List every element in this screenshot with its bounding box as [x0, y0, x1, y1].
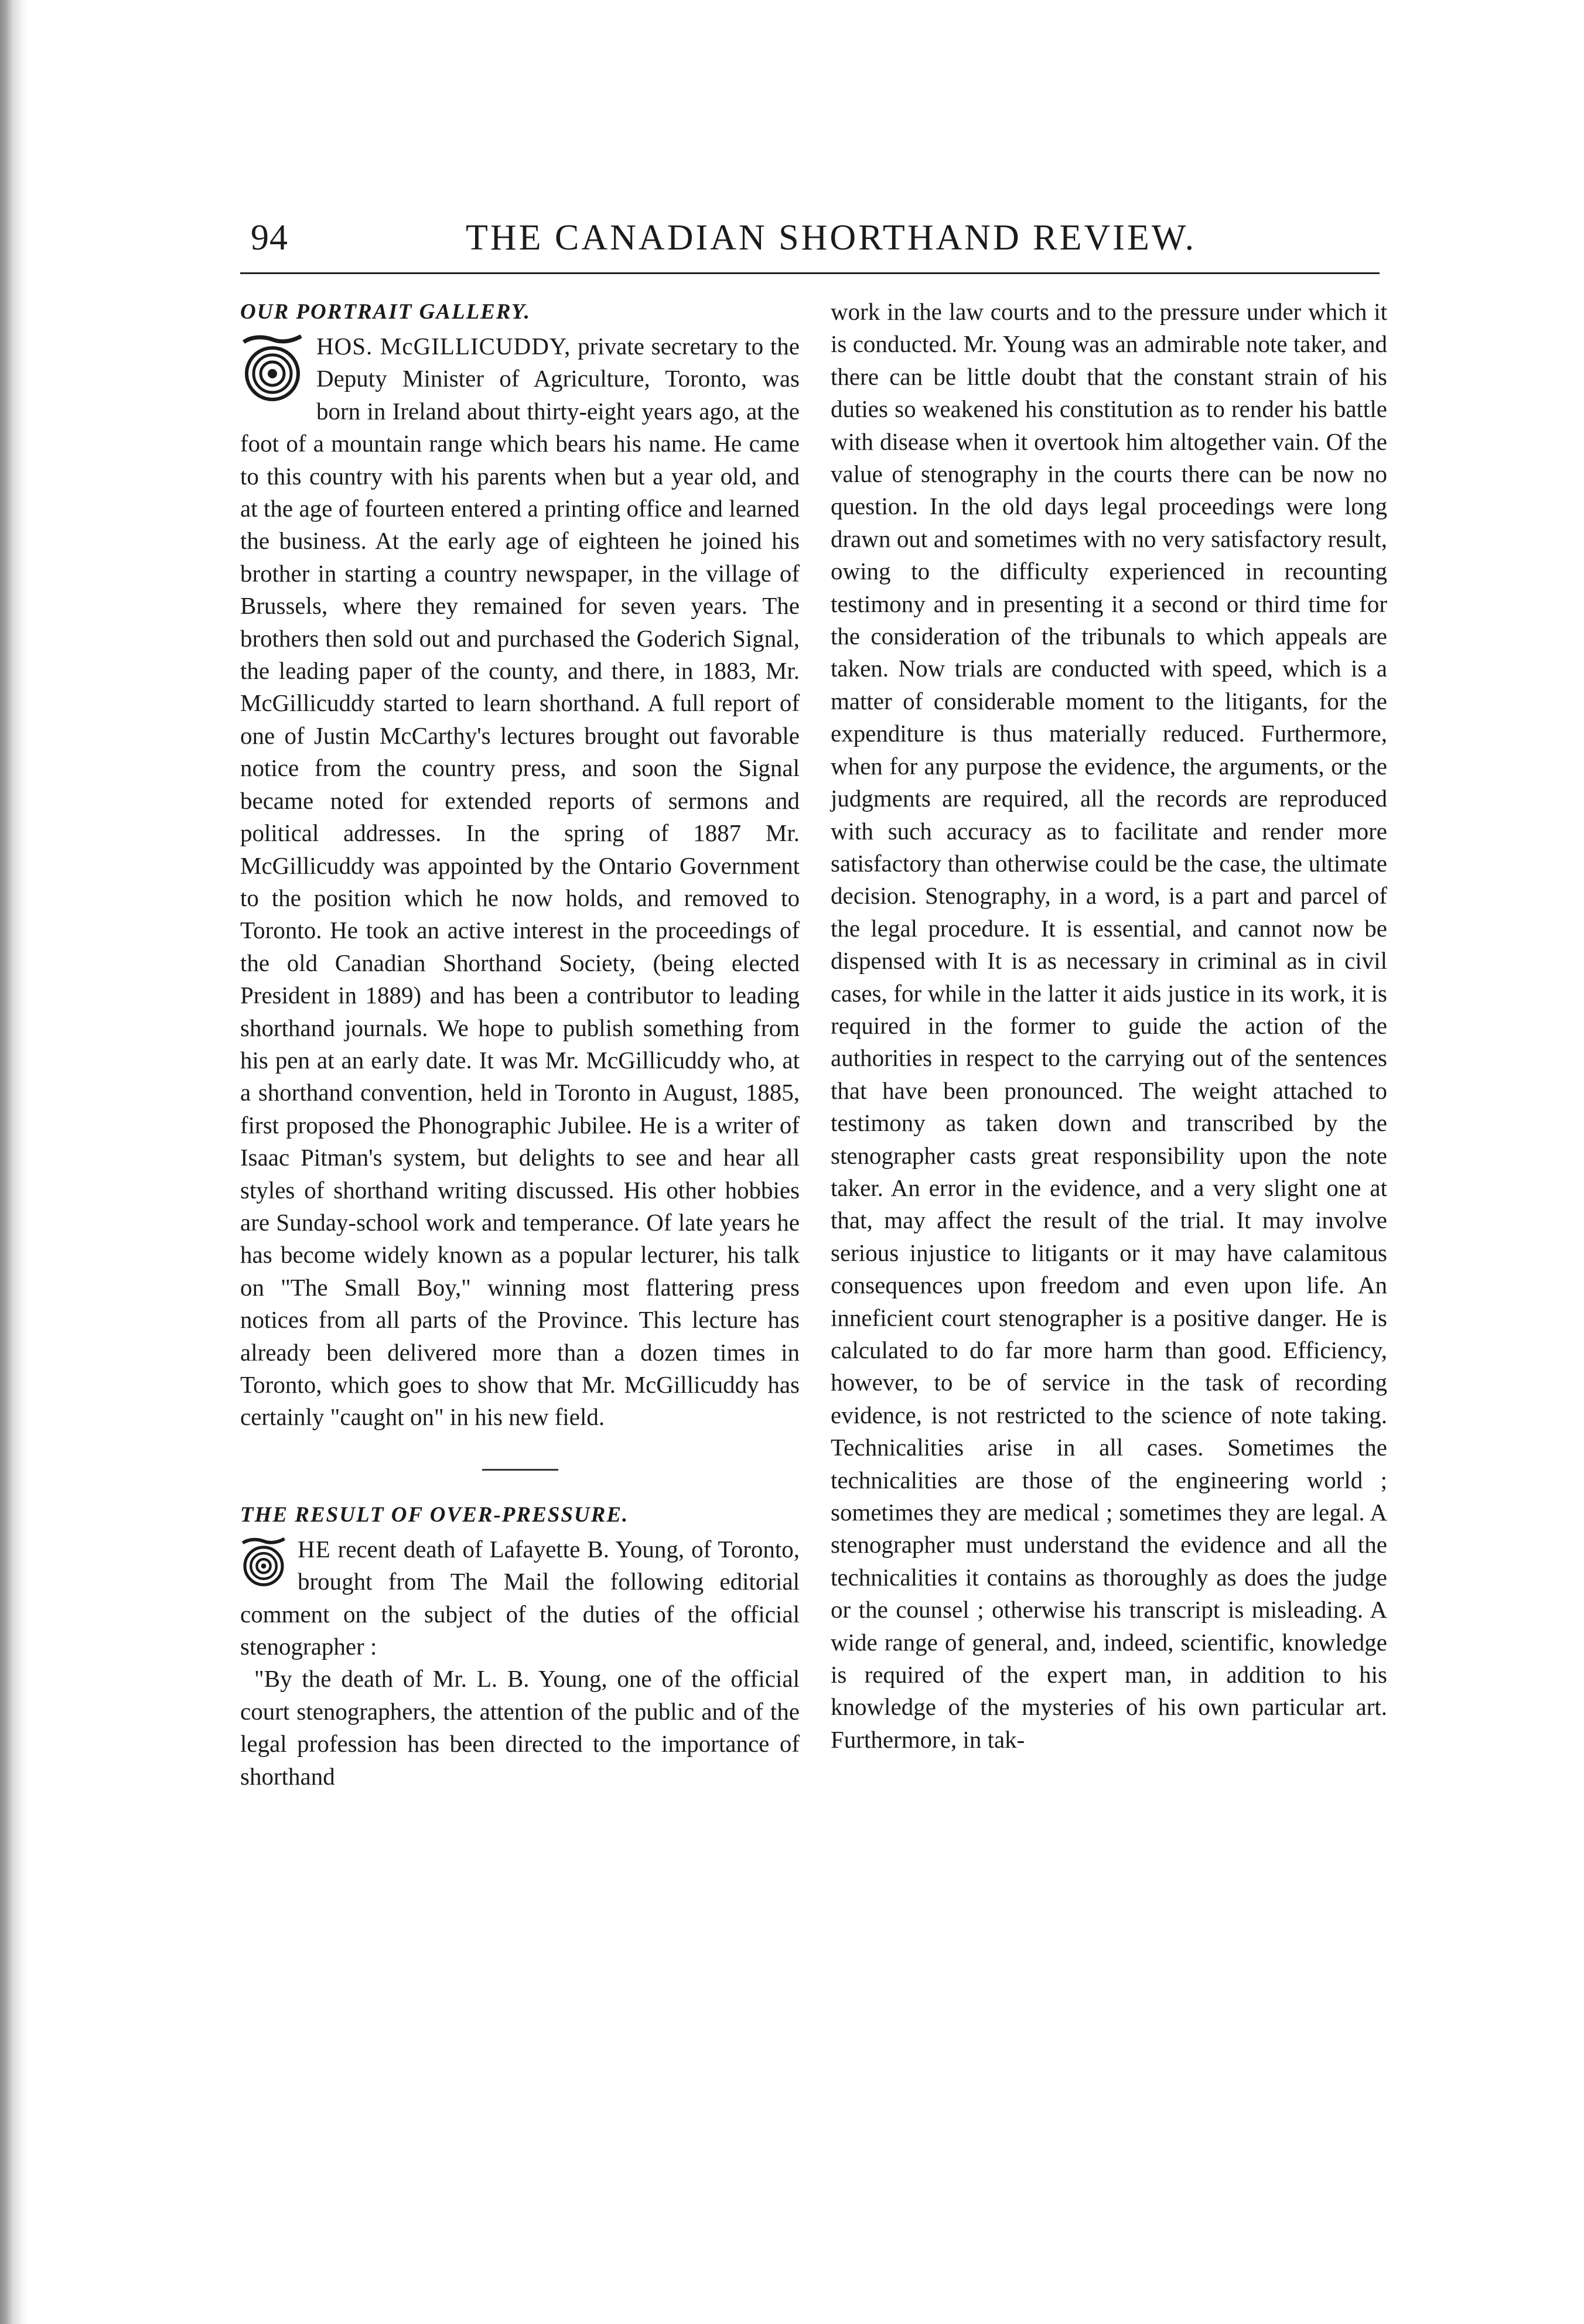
quote-paragraph-continued: work in the law courts and to the pressure under which it is conducted. Mr. Young was an admirable note taker, and there can be little doubt that the constant strain of his duties so weakened his constitution as to render his battle with disease when it overtook him altogether vain. Of the value of stenography in the courts there can be now no question. In the old days legal proceedings were long drawn out and sometimes with no very satisfactory result, owing to the difficulty experienced in recounting testimony and in presenting it a second or third time for the consideration of the tribunals to which appeals are taken. Now trials are conducted with speed, which is a matter of considerable moment to the litigants, for the expenditure is thus materially reduced. Furthermore, when for any purpose the evidence, the arguments, or the judgments are required, all the records are reproduced with such accuracy as to facilitate and render more satisfactory than otherwise could be the case, the ultimate decision. Stenography, in a word, is a part and parcel of the legal procedure. It is essential, and cannot now be dispensed with It is as necessary in criminal as in civil cases, for while in the latter it aids justice in its work, it is required in the former to guide the action of the authorities in respect to the carrying out of the sentences that have been pronounced. The weight attached to testimony as taken down and transcribed by the stenographer casts great responsibility upon the note taker. An error in the evidence, and a very slight one at that, may affect the result of the trial. It may involve serious injustice to litigants or it may have calamitous consequences upon freedom and even upon life. An inneficient court stenographer is a positive danger. He is calculated to do far more harm than good. Efficiency, however, to be of service in the task of recording evidence, is not restricted to the science of note taking. Technicalities arise in all cases. Sometimes the technicalities are those of the engineering world ; sometimes they are medical ; sometimes they are legal. A stenographer must understand the evidence and all the technicalities it contains as thoroughly as does the judge or the counsel ; otherwise his transcript is misleading. A wide range of general, and, indeed, scientific, knowledge is required of the expert man, in addition to his knowledge of the mysteries of his own particular art. Furthermore, in tak- — [831, 298, 1387, 1753]
page-number: 94 — [251, 218, 288, 258]
left-column — [240, 296, 800, 1793]
right-column — [831, 296, 1387, 1756]
page-edge-shadow — [0, 0, 28, 2324]
portrait-lead: HOS. McGILLICUDDY, — [316, 333, 571, 360]
ornamental-dropcap-icon — [240, 334, 305, 404]
portrait-paragraph — [240, 330, 800, 1434]
dropcap-letter — [240, 1537, 305, 1569]
dropcap-letter — [240, 334, 305, 366]
running-title: THE CANADIAN SHORTHAND REVIEW. — [466, 218, 1197, 258]
overpressure-section-title: THE RESULT OF OVER-PRESSURE. — [240, 1502, 629, 1527]
page-header — [240, 214, 1374, 266]
section-separator — [482, 1469, 558, 1471]
ornamental-dropcap-icon — [240, 1537, 287, 1588]
overpressure-intro-text: recent death of Lafayette B. Young, of Toronto, brought from The Mail the following editorial comment on the subject of the duties of the official stenographer : — [240, 1535, 800, 1660]
overpressure-lead: HE — [298, 1535, 331, 1563]
portrait-body: private secretary to the Deputy Minister of Agriculture, Toronto, was born in Ireland about thirty-eight years ago, at the foot of a mountain range which bears his name. He came to this country with his parents when but a year old, and at the age of fourteen entered a printing office and learned the business. At the early age of eighteen he joined his brother in starting a country newspaper, in the village of Brussels, where they remained for seven years. The brothers then sold out and purchased the Goderich Signal, the leading paper of the county, and there, in 1883, Mr. McGillicuddy started to learn shorthand. A full report of one of Justin McCarthy's lectures brought out favorable notice from the country press, and soon the Signal became noted for extended reports of sermons and political addresses. In the spring of 1887 Mr. McGillicuddy was appointed by the Ontario Government to the position which he now holds, and removed to Toronto. He took an active interest in the proceedings of the old Canadian Shorthand Society, (being elected President in 1889) and has been a contributor to leading shorthand journals. We hope to publish something from his pen at an early date. It was Mr. McGillicuddy who, at a shorthand convention, held in Toronto in August, 1885, first proposed the Phonographic Jubilee. He is a writer of Isaac Pitman's system, but delights to see and hear all styles of shorthand writing discussed. His other hobbies are Sunday-school work and temperance. Of late years he has become widely known as a popular lecturer, his talk on "The Small Boy," winning most flattering press notices from all parts of the Province. This lecture has already been delivered more than a dozen times in Toronto, which goes to show that Mr. McGillicuddy has certainly "caught on" in his new field. — [240, 333, 800, 1431]
portrait-section-title: OUR PORTRAIT GALLERY. — [240, 300, 531, 324]
header-rule — [240, 272, 1380, 274]
overpressure-intro — [240, 1533, 800, 1663]
quote-paragraph-start: "By the death of Mr. L. B. Young, one of the official court stenographers, the attention of the public and of the legal profession has been directed to the importance of shorthand — [240, 1665, 800, 1790]
